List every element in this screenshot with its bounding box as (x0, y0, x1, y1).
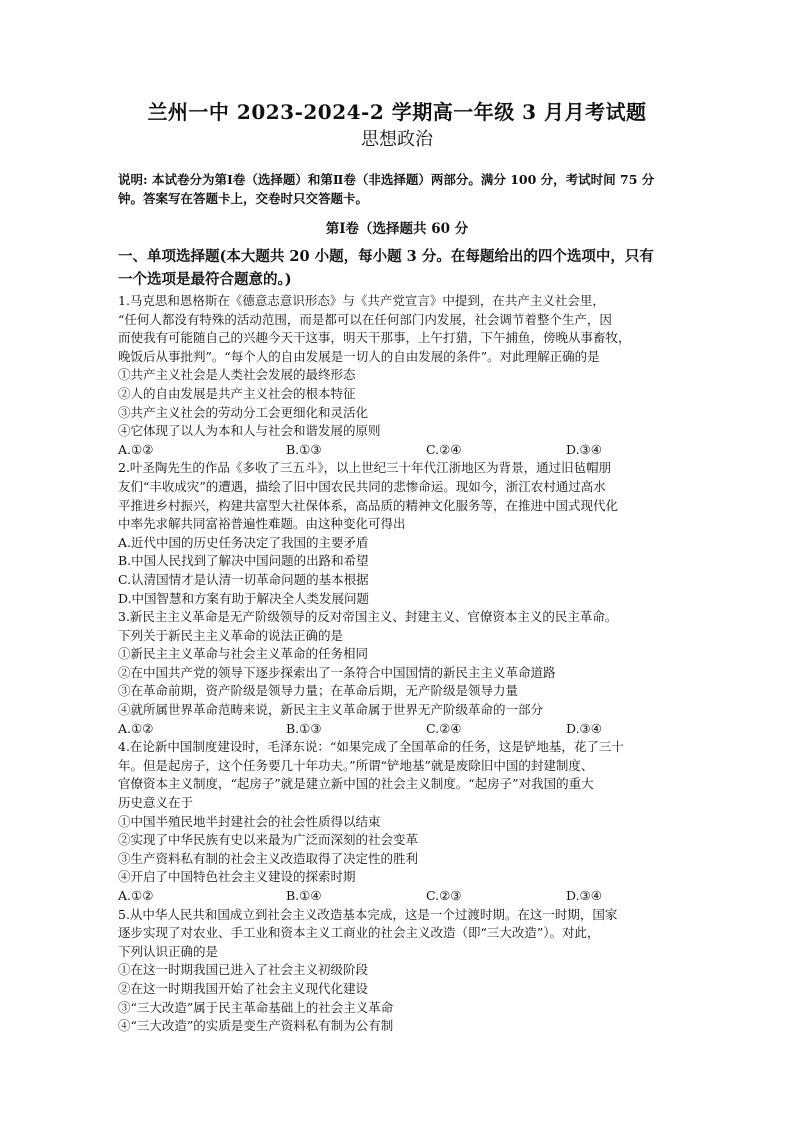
question-text-line: ①新民主主义革命与社会主义革命的任务相同 (118, 646, 369, 662)
answer-option: C.②④ (426, 441, 462, 457)
answer-option: A.①② (118, 441, 154, 457)
answer-option: C.②③ (426, 888, 462, 903)
question-text-line: 1.马克思和恩格斯在《德意志意识形态》与《共产党宣言》中提到，在共产主义社会里， (118, 293, 605, 308)
question-text-line: 3.新民主主义革命是无产阶级领导的反对帝国主义、封建主义、官僚资本主义的民主革命。 (118, 609, 618, 625)
answer-option: D.③④ (566, 888, 602, 903)
page-title: 兰州一中 2023-2024-2 学期高一年级 3 月月考试题 (147, 100, 647, 124)
answer-option: D.③④ (566, 441, 602, 457)
answer-options-row (118, 720, 680, 739)
question-text-line: 年。但是起房子，这个任务要几十年功夫。”所谓“铲地基”就是废除旧中国的封建制度、 (118, 757, 594, 773)
answer-option: A.①② (118, 888, 154, 903)
question-text-line: 而使我有可能随自己的兴趣今天干这事，明天干那事，上午打猎，下午捕鱼，傍晚从事畜牧， (118, 330, 631, 346)
question-5 (118, 906, 680, 1036)
question-text-line: ④“三大改造”的实质是变生产资料私有制为公有制 (118, 1018, 394, 1034)
question-text-line: 2.叶圣陶先生的作品《多收了三五斗》，以上世纪三十年代江浙地区为背景，通过旧毡帽朋 (118, 460, 612, 476)
question-text-line: ④开启了中国特色社会主义建设的探索时期 (118, 869, 356, 885)
question-text-line: 中率先求解共同富裕普遍性难题。由这种变化可得出 (118, 516, 406, 532)
question-text-line: B.中国人民找到了解决中国问题的出路和希望 (118, 553, 369, 569)
question-text-line: 逐步实现了对农业、手工业和资本主义工商业的社会主义改造（即“三大改造”）。对此， (118, 925, 600, 941)
question-text-line: ①中国半殖民地半封建社会的社会性质得以结束 (118, 813, 381, 829)
question-text-line: ②在这一时期我国开始了社会主义现代化建设 (118, 980, 369, 996)
answer-options-row (118, 887, 680, 906)
question-1 (118, 292, 680, 459)
question-text-line: ③生产资料私有制的社会主义改造取得了决定性的胜利 (118, 850, 419, 866)
question-list (118, 292, 680, 1036)
question-text-line: ③共产主义社会的劳动分工会更细化和灵活化 (118, 404, 369, 420)
question-text-line: 晚饭后从事批判”。“每个人的自由发展是一切人的自由发展的条件”。对此理解正确的是 (118, 348, 600, 364)
question-text-line: C.认清国情才是认清一切革命问题的基本根据 (118, 571, 369, 587)
question-text-line: 平推进乡村振兴，构建共富型大社保体系，高品质的精神文化服务等，在推进中国式现代化 (118, 497, 619, 513)
answer-option: B.①④ (286, 888, 322, 903)
subject-subtitle: 思想政治 (361, 129, 433, 150)
question-text-line: 历史意义在于 (118, 795, 194, 811)
question-3 (118, 608, 680, 738)
question-area (118, 246, 680, 1036)
section-title: 第Ⅰ卷（选择题共 60 分 (325, 221, 469, 237)
question-text-line: “任何人都没有特殊的活动范围，而是都可以在任何部门内发展，社会调节着整个生产，因 (118, 311, 612, 327)
answer-option: D.③④ (566, 720, 602, 736)
answer-option: C.②④ (426, 720, 462, 736)
question-text-line: ②在中国共产党的领导下逐步探索出了一条符合中国国情的新民主主义革命道路 (118, 664, 556, 680)
question-text-line: A.近代中国的历史任务决定了我国的主要矛盾 (118, 534, 369, 550)
part-heading-line-1: 一、单项选择题(本大题共 20 小题，每小题 3 分。在每题给出的四个选项中，只有 (118, 248, 654, 265)
part-heading-line-2: 一个选项是最符合题意的。) (118, 271, 292, 288)
question-text-line: 5.从中华人民共和国成立到社会主义改造基本完成，这是一个过渡时期。在这一时期，国家 (118, 906, 618, 922)
answer-options-row (118, 441, 680, 460)
question-text-line: D.中国智慧和方案有助于解决全人类发展问题 (118, 590, 370, 606)
question-2 (118, 459, 680, 608)
question-text-line: ②人的自由发展是共产主义社会的根本特征 (118, 385, 356, 401)
question-text-line: ③“三大改造”属于民主革命基础上的社会主义革命 (118, 999, 394, 1015)
question-4 (118, 738, 680, 905)
answer-option: B.①③ (286, 441, 322, 457)
question-text-line: 下列关于新民主主义革命的说法正确的是 (118, 627, 344, 643)
question-text-line: ②实现了中华民族有史以来最为广泛而深刻的社会变革 (118, 832, 419, 848)
question-text-line: 官僚资本主义制度，“起房子”就是建立新中国的社会主义制度。“起房子”对我国的重大 (118, 776, 594, 792)
question-text-line: ①在这一时期我国已进入了社会主义初级阶段 (118, 962, 369, 978)
question-text-line: 下列认识正确的是 (118, 943, 219, 959)
question-text-line: ③在革命前期，资产阶级是领导力量；在革命后期，无产阶级是领导力量 (118, 683, 519, 699)
answer-option: A.①② (118, 720, 154, 736)
question-text-line: 4.在论新中国制度建设时，毛泽东说：“如果完成了全国革命的任务，这是铲地基，花了三十 (118, 739, 624, 755)
question-text-line: ④就所属世界革命范畴来说，新民主主义革命属于世界无产阶级革命的一部分 (118, 702, 544, 718)
answer-option: B.①③ (286, 720, 322, 736)
question-text-line: ①共产主义社会是人类社会发展的最终形态 (118, 367, 356, 383)
question-text-line: ④它体现了以人为本和人与社会和谐发展的原则 (118, 423, 381, 439)
exam-instructions: 说明: 本试卷分为第Ⅰ卷（选择题）和第Ⅱ卷（非选择题）两部分。满分 100 分，考试时间 75 分钟。答案写在答题卡上，交卷时只交答题卡。 (118, 172, 655, 206)
question-text-line: 友们“丰收成灾”的遭遇，描绘了旧中国农民共同的悲惨命运。现如今，浙江农村通过高水 (118, 478, 606, 494)
